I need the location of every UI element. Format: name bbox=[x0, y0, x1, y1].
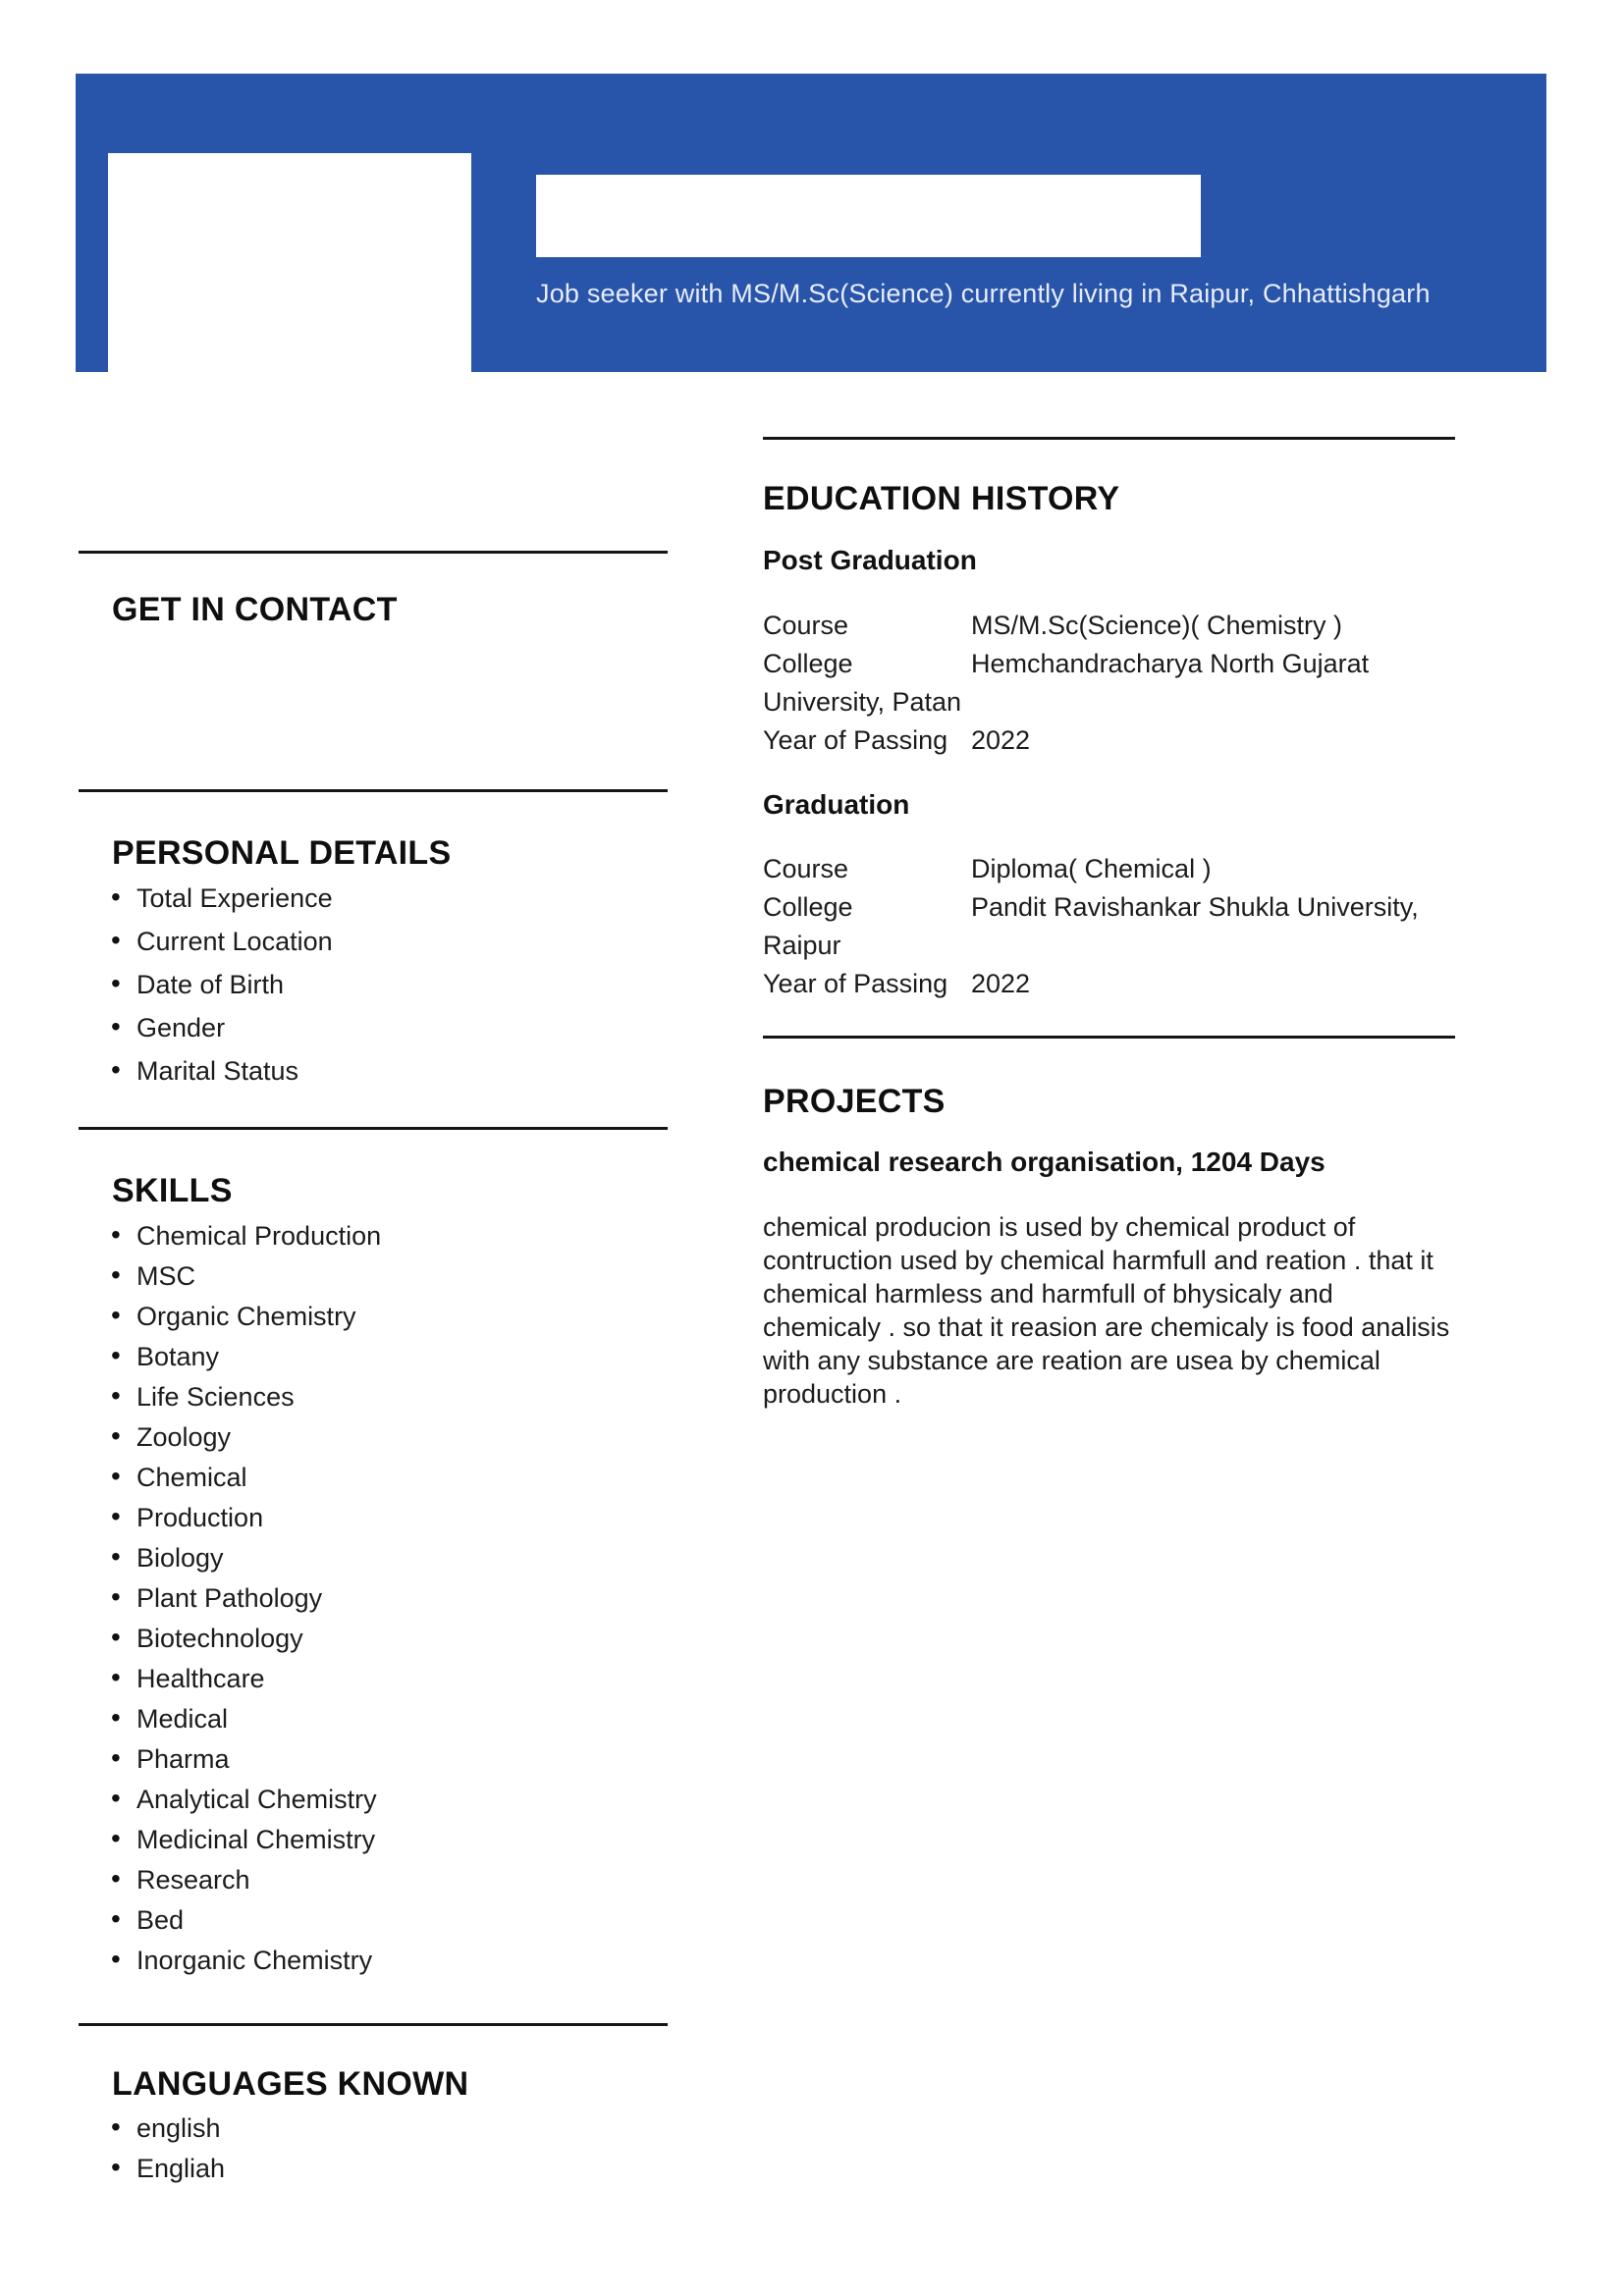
project-description bbox=[763, 1210, 1470, 1411]
skill-item bbox=[79, 1702, 668, 1735]
skill-label: Bed bbox=[136, 1905, 185, 1935]
post-graduation-rows bbox=[763, 610, 1458, 763]
skill-item bbox=[79, 1300, 668, 1333]
skill-item bbox=[79, 1823, 668, 1856]
skill-label: Zoology bbox=[136, 1422, 232, 1452]
skill-item bbox=[79, 1742, 668, 1776]
personal-detail-item bbox=[79, 881, 668, 915]
education-row bbox=[763, 891, 1458, 924]
skill-label: Chemical bbox=[136, 1463, 247, 1492]
education-row-label: College bbox=[763, 892, 853, 922]
contact-section-title: GET IN CONTACT bbox=[112, 591, 398, 628]
education-row bbox=[763, 930, 1458, 962]
education-row-value: University, Patan bbox=[763, 687, 962, 717]
divider-above-skills bbox=[79, 1127, 668, 1130]
education-row-value: Pandit Ravishankar Shukla University, bbox=[971, 892, 1419, 922]
skill-item bbox=[79, 1903, 668, 1937]
skill-item bbox=[79, 1501, 668, 1534]
skill-label: Analytical Chemistry bbox=[136, 1785, 377, 1814]
skill-label: Botany bbox=[136, 1342, 220, 1371]
education-row-label: Course bbox=[763, 854, 849, 883]
skill-item bbox=[79, 1783, 668, 1816]
skills-list bbox=[79, 1219, 668, 1984]
divider-above-education bbox=[763, 437, 1455, 440]
personal-detail-label: Total Experience bbox=[136, 883, 333, 913]
skill-item bbox=[79, 1461, 668, 1494]
skill-item bbox=[79, 1863, 668, 1896]
education-row-label: College bbox=[763, 649, 853, 678]
divider-above-languages bbox=[79, 2023, 668, 2026]
personal-detail-label: Gender bbox=[136, 1013, 226, 1042]
education-row bbox=[763, 724, 1458, 757]
project-description-line: chemical producion is used by chemical product of bbox=[763, 1212, 1356, 1242]
skill-label: Pharma bbox=[136, 1744, 230, 1774]
project-description-line: chemicaly . so that it reasion are chemicaly is food analisis bbox=[763, 1312, 1450, 1342]
skill-label: Production bbox=[136, 1503, 264, 1532]
personal-detail-item bbox=[79, 1054, 668, 1088]
project-description-line: contruction used by chemical harmfull and reation . that it bbox=[763, 1246, 1434, 1275]
skill-item bbox=[79, 1219, 668, 1253]
header-tagline: Job seeker with MS/M.Sc(Science) currently living in Raipur, Chhattishgarh bbox=[536, 279, 1431, 308]
skill-label: Medicinal Chemistry bbox=[136, 1825, 376, 1854]
language-item bbox=[79, 2152, 668, 2185]
education-row-value: Diploma( Chemical ) bbox=[971, 854, 1212, 883]
skill-label: Healthcare bbox=[136, 1664, 265, 1693]
skill-label: Research bbox=[136, 1865, 250, 1895]
education-row-value: MS/M.Sc(Science)( Chemistry ) bbox=[971, 611, 1343, 640]
skill-item bbox=[79, 1380, 668, 1414]
skill-label: Chemical Production bbox=[136, 1221, 382, 1251]
skills-section-title: SKILLS bbox=[112, 1172, 233, 1209]
graduation-rows bbox=[763, 853, 1458, 1006]
skill-label: Plant Pathology bbox=[136, 1583, 323, 1613]
education-row-value: 2022 bbox=[971, 725, 1031, 755]
project-description-line: with any substance are reation are usea by chemical bbox=[763, 1346, 1380, 1375]
projects-section-title: PROJECTS bbox=[763, 1083, 946, 1120]
skill-label: Biology bbox=[136, 1543, 224, 1573]
personal-detail-label: Current Location bbox=[136, 927, 333, 956]
divider-above-personal-details bbox=[79, 789, 668, 792]
skill-item bbox=[79, 1259, 668, 1293]
post-graduation-heading: Post Graduation bbox=[763, 545, 977, 575]
skill-item bbox=[79, 1340, 668, 1373]
divider-above-projects bbox=[763, 1036, 1455, 1039]
skill-label: MSC bbox=[136, 1261, 195, 1291]
skill-item bbox=[79, 1420, 668, 1454]
personal-detail-label: Marital Status bbox=[136, 1056, 299, 1086]
personal-details-section-title: PERSONAL DETAILS bbox=[112, 834, 452, 872]
skill-item bbox=[79, 1944, 668, 1977]
education-row bbox=[763, 686, 1458, 719]
education-row-label: Year of Passing bbox=[763, 725, 948, 755]
language-label: Engliah bbox=[136, 2154, 226, 2183]
skill-label: Biotechnology bbox=[136, 1624, 303, 1653]
languages-section-title: LANGUAGES KNOWN bbox=[112, 2065, 469, 2103]
skill-item bbox=[79, 1662, 668, 1695]
personal-detail-label: Date of Birth bbox=[136, 970, 285, 999]
project-heading: chemical research organisation, 1204 Days bbox=[763, 1147, 1325, 1177]
education-row bbox=[763, 610, 1458, 642]
photo-placeholder bbox=[108, 153, 471, 379]
personal-detail-item bbox=[79, 925, 668, 958]
languages-list bbox=[79, 2111, 668, 2192]
education-row-label: Course bbox=[763, 611, 849, 640]
education-row bbox=[763, 853, 1458, 885]
divider-above-contact bbox=[79, 551, 668, 554]
education-row-label: Year of Passing bbox=[763, 969, 948, 998]
skill-label: Medical bbox=[136, 1704, 229, 1734]
education-row-value: 2022 bbox=[971, 969, 1031, 998]
language-item bbox=[79, 2111, 668, 2145]
skill-label: Organic Chemistry bbox=[136, 1302, 356, 1331]
skill-label: Inorganic Chemistry bbox=[136, 1946, 373, 1975]
personal-detail-item bbox=[79, 968, 668, 1001]
skill-item bbox=[79, 1622, 668, 1655]
skill-item bbox=[79, 1581, 668, 1615]
personal-detail-item bbox=[79, 1011, 668, 1044]
project-description-line: chemical harmless and harmfull of bhysicaly and bbox=[763, 1279, 1333, 1308]
education-row bbox=[763, 968, 1458, 1000]
name-placeholder bbox=[536, 175, 1201, 257]
project-description-line: production . bbox=[763, 1379, 902, 1409]
education-row-value: Hemchandracharya North Gujarat bbox=[971, 649, 1370, 678]
language-label: english bbox=[136, 2113, 221, 2143]
personal-details-list bbox=[79, 881, 668, 1097]
skill-item bbox=[79, 1541, 668, 1575]
education-section-title: EDUCATION HISTORY bbox=[763, 480, 1120, 517]
education-row bbox=[763, 648, 1458, 680]
graduation-heading: Graduation bbox=[763, 789, 910, 820]
skill-label: Life Sciences bbox=[136, 1382, 295, 1412]
education-row-value: Raipur bbox=[763, 931, 841, 960]
